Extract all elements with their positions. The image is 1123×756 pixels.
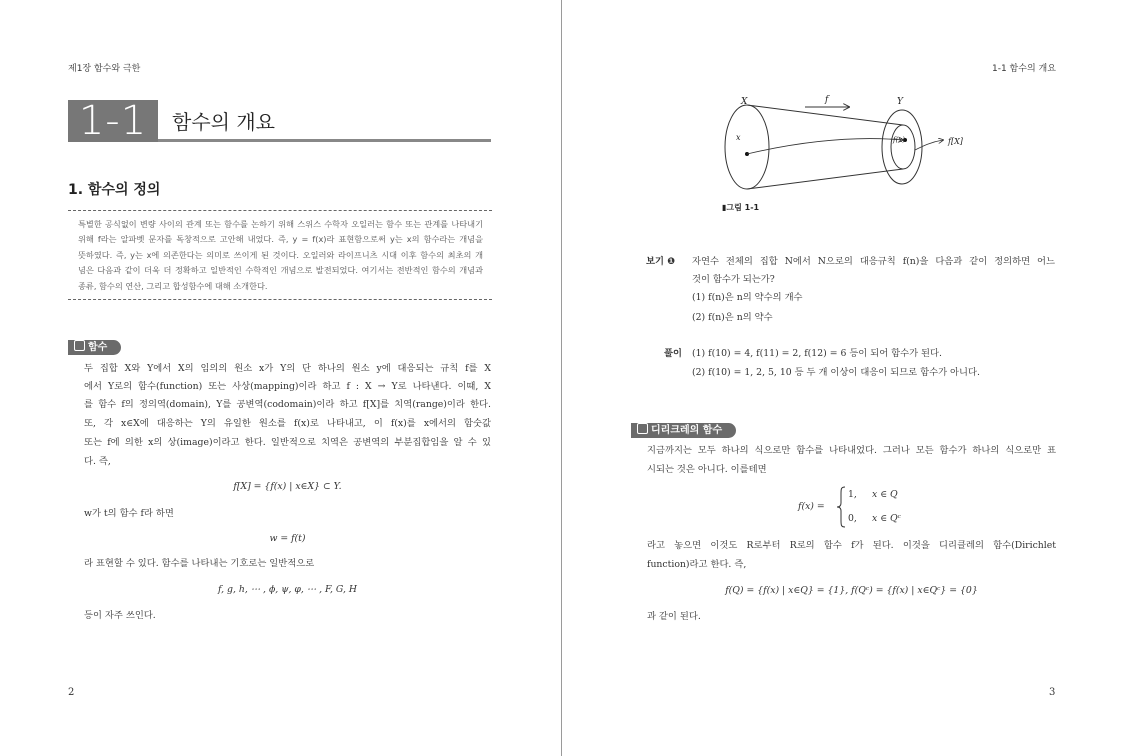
formula-range: f[X] = {f(x) | x∈X} ⊂ Y. (233, 481, 342, 492)
piecewise-formula (798, 484, 978, 530)
case1-cond: x ∈ Q (872, 489, 898, 500)
formula-dirichlet: f(Q) = {f(x) | x∈Q} = {1}, f(Qᶜ) = {f(x) | x∈Qᶜ} = {0} (725, 585, 978, 596)
function-badge (68, 340, 121, 355)
body-line: 등이 자주 쓰인다. (84, 610, 156, 621)
badge-label: 디리크레의 함수 (651, 425, 723, 436)
body-line: 또, 각 x∈X에 대응하는 Y의 유일한 원소를 f(x)로 나타내고, 이 f(x)를 x에서의 함숫값 (84, 418, 491, 429)
example-line: 자연수 전체의 집합 N에서 N으로의 대응규칙 f(n)을 다음과 같이 정의하면 어느 (692, 256, 1055, 267)
body-line: 두 집합 X와 Y에서 X의 임의의 원소 x가 Y의 단 하나의 원소 y에 대응되는 규칙 f를 X (84, 363, 491, 374)
piecewise-lhs: f(x) = (798, 501, 825, 512)
running-head: 제1장 함수와 극한 (68, 64, 141, 74)
body-line: 를 함수 f의 정의역(domain), Y를 공변역(codomain)이라 하고 f[X]를 치역(range)이라 한다. (84, 399, 491, 410)
right-page (562, 0, 1123, 756)
case2-cond: x ∈ Qᶜ (872, 513, 901, 524)
mapping-figure (717, 92, 987, 202)
example-line: (2) f(n)은 n의 약수 (692, 312, 773, 323)
body-line: 라 표현할 수 있다. 함수를 나타내는 기호로는 일반적으로 (84, 558, 315, 569)
solution-line: (1) f(10) = 4, f(11) = 2, f(12) = 6 등이 되어 함수가 된다. (692, 348, 942, 359)
intro-bottom-rule (68, 299, 492, 300)
label-fx: f(x) (893, 136, 906, 144)
case1-value: 1, (848, 489, 857, 500)
codomain-ellipse (882, 110, 922, 184)
formula-w: w = f(t) (269, 533, 306, 544)
page-number: 3 (1049, 687, 1056, 698)
left-page (0, 0, 561, 756)
dirichlet-badge (631, 423, 736, 438)
brace-icon (836, 486, 846, 528)
solution-line: (2) f(10) = 1, 2, 5, 10 등 두 개 이상이 대응이 되므로 함수가 아니다. (692, 367, 980, 378)
figure-caption: ▮그림 1-1 (722, 203, 760, 212)
body-line: 시되는 것은 아니다. 이를테면 (647, 464, 767, 475)
intro-line: 위해 f라는 알파벳 문자를 독창적으로 고안해 내었다. 즉, y = f(x)라 표현함으로써 y는 x의 함수라는 개념을 (78, 234, 483, 245)
section-title: 함수의 개요 (172, 110, 275, 134)
body-line: 라고 놓으면 이것도 R로부터 R로의 함수 f가 된다. 이것을 디리클레의 함수(Dirichlet (647, 540, 1056, 551)
range-ellipse (891, 125, 915, 169)
intro-box (78, 217, 483, 294)
running-head: 1-1 함수의 개요 (992, 64, 1056, 74)
cube-icon (74, 340, 85, 351)
intro-line: 념은 다음과 같이 더욱 더 정확하고 일반적인 수학적인 개념으로 발전되었다. 여기서는 전반적인 함수의 개념과 (78, 265, 483, 276)
label-Y: Y (897, 97, 903, 107)
intro-line: 특별한 공식없이 변량 사이의 관계 또는 함수를 논하기 위해 스위스 수학자 오일러는 함수 또는 관계를 나타내기 (78, 219, 483, 229)
label-X: X (741, 97, 748, 107)
section-title-underline (158, 139, 491, 142)
body-line: 과 같이 된다. (647, 611, 701, 622)
label-x: x (736, 133, 741, 142)
body-line: 에서 Y로의 함수(function) 또는 사상(mapping)이라 하고 f : X → Y로 나타낸다. 이때, X (84, 381, 491, 392)
example-line: 것이 함수가 되는가? (692, 274, 775, 285)
badge-label: 함수 (88, 342, 108, 353)
page-number: 2 (68, 687, 75, 698)
label-fX: f[X] (948, 137, 963, 146)
domain-ellipse (725, 105, 769, 189)
intro-line: 뜻하였다. 즉, y는 x에 의존한다는 의미로 쓰이게 된 것이다. 오일러와 라이프니츠 시대 이후 함수의 최초의 개 (78, 249, 483, 260)
subheading: 1. 함수의 정의 (68, 182, 161, 198)
intro-line: 종류, 함수의 연산, 그리고 합성함수에 대해 소개한다. (78, 280, 268, 291)
label-f: f (825, 95, 829, 105)
example-label: 보기 ❶ (646, 256, 676, 267)
example-line: (1) f(n)은 n의 약수의 개수 (692, 292, 803, 303)
intro-top-rule (68, 210, 492, 211)
section-number-box: 1-1 (68, 100, 158, 142)
body-line: w가 t의 함수 f라 하면 (84, 508, 174, 519)
case2-value: 0, (848, 513, 857, 524)
body-line: 또는 f에 의한 x의 상(image)이라고 한다. 일반적으로 치역은 공변역의 부분집합임을 알 수 있 (84, 437, 491, 448)
solution-label: 풀이 (664, 348, 682, 359)
body-line: function)라고 한다. 즉, (647, 559, 747, 570)
cube-icon (637, 423, 648, 434)
formula-symbols: f, g, h, ⋯ , ϕ, ψ, φ, ⋯ , F, G, H (218, 584, 357, 595)
body-line: 지금까지는 모두 하나의 식으로만 함수를 나타내었다. 그러나 모든 함수가 하나의 식으로만 표 (647, 445, 1056, 456)
body-line: 다. 즉, (84, 456, 111, 467)
